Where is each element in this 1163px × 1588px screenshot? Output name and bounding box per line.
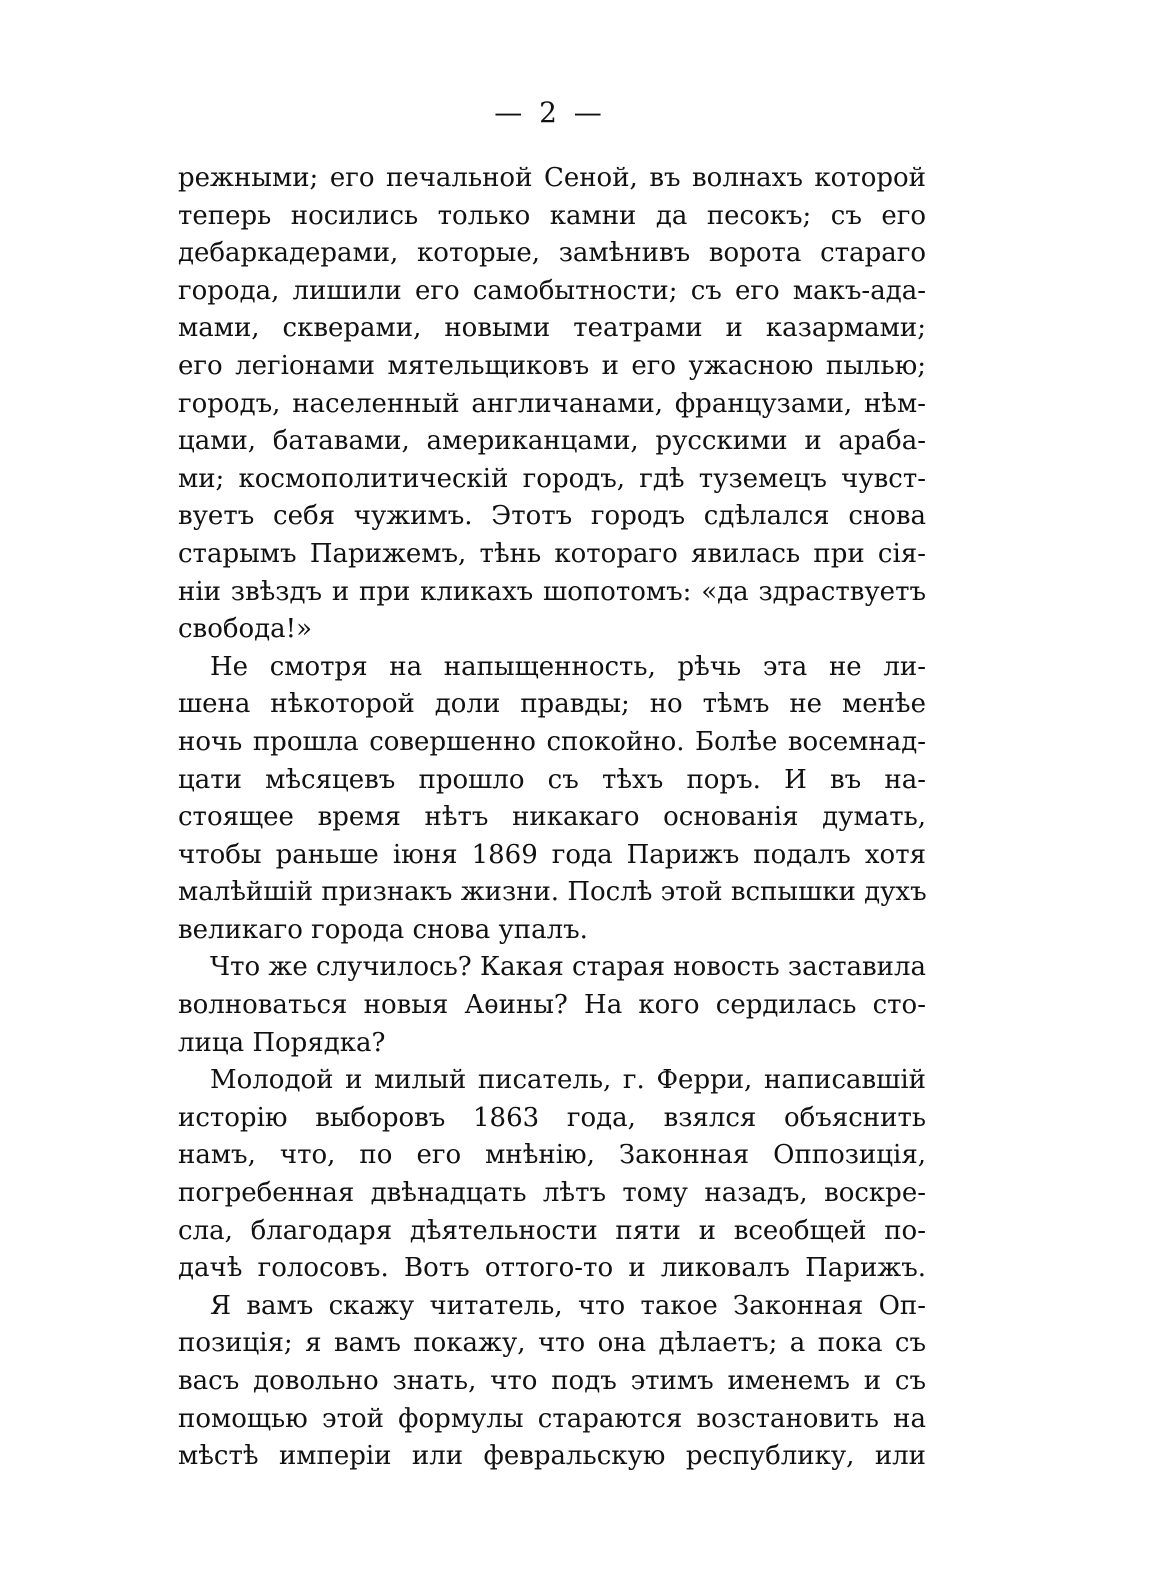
text-line: города, лишили его самобытности; съ его макъ-ада- xyxy=(178,275,926,306)
text-line: позиція; я вамъ покажу, что она дѣлаетъ; а пока съ xyxy=(178,1328,926,1359)
text-line: ми; космополитическій городъ, гдѣ туземецъ чувст- xyxy=(178,463,926,494)
text-line: малѣйшій признакъ жизни. Послѣ этой вспышки духъ xyxy=(178,877,927,908)
text-line: режными; его печальной Сеной, въ волнахъ которой xyxy=(178,163,926,193)
text-line: свобода!» xyxy=(178,614,313,645)
text-line: мами, скверами, новыми театрами и казармами; xyxy=(178,313,926,344)
text-line: сла, благодаря дѣятельности пяти и всеобщей по- xyxy=(178,1215,926,1246)
body-text xyxy=(178,160,926,1476)
text-line: намъ, что, по его мнѣнію, Законная Оппозиція, xyxy=(178,1140,926,1171)
text-line: теперь носились только камни да песокъ; съ его xyxy=(178,200,926,231)
text-line: великаго города снова упалъ. xyxy=(178,914,588,945)
text-line: Молодой и милый писатель, г. Ферри, написавшій xyxy=(210,1065,926,1096)
text-line: шена нѣкоторой доли правды; но тѣмъ не менѣе xyxy=(178,689,926,720)
text-line: вуетъ себя чужимъ. Этотъ городъ сдѣлался снова xyxy=(178,501,926,532)
text-line: его легіонами мятельщиковъ и его ужасною пылью; xyxy=(178,350,926,381)
text-line: погребенная двѣнадцать лѣтъ тому назадъ, воскре- xyxy=(178,1178,926,1209)
text-line: волноваться новыя Аѳины? На кого сердилась сто- xyxy=(178,990,926,1021)
text-line: Не смотря на напыщенность, рѣчь эта не ли- xyxy=(210,651,926,682)
text-line: мѣстѣ имперіи или февральскую республику, или xyxy=(178,1441,926,1472)
text-line: цати мѣсяцевъ прошло съ тѣхъ поръ. И въ на- xyxy=(178,764,926,795)
text-line: дебаркадерами, которые, замѣнивъ ворота стараго xyxy=(178,238,926,269)
text-line: Что же случилось? Какая старая новость заставила xyxy=(210,952,927,983)
text-line: стоящее время нѣтъ никакаго основанія думать, xyxy=(178,802,926,833)
text-line: чтобы раньше іюня 1869 года Парижъ подалъ хотя xyxy=(178,839,926,870)
text-line: Я вамъ скажу читатель, что такое Законная Оп- xyxy=(210,1290,926,1321)
text-line: ночь прошла совершенно спокойно. Болѣе восемнад- xyxy=(178,726,926,757)
text-line: старымъ Парижемъ, тѣнь котораго явилась при сія- xyxy=(178,538,926,569)
text-line: помощью этой формулы стараются возстановить на xyxy=(178,1403,926,1434)
text-line: цами, батавами, американцами, русскими и араба- xyxy=(178,426,926,457)
text-line: дачѣ голосовъ. Вотъ оттого-то и ликовалъ Парижъ. xyxy=(178,1253,926,1284)
text-line: городъ, населенный англичанами, французами, нѣм- xyxy=(178,388,926,419)
page-number: — 2 — xyxy=(494,96,606,129)
text-line: исторію выборовъ 1863 года, взялся объяснить xyxy=(178,1102,926,1133)
text-line: ніи звѣздъ и при кликахъ шопотомъ: «да здраствуетъ xyxy=(178,576,926,607)
text-line: лица Порядка? xyxy=(178,1027,386,1058)
text-line: васъ довольно знать, что подъ этимъ именемъ и съ xyxy=(178,1366,926,1396)
